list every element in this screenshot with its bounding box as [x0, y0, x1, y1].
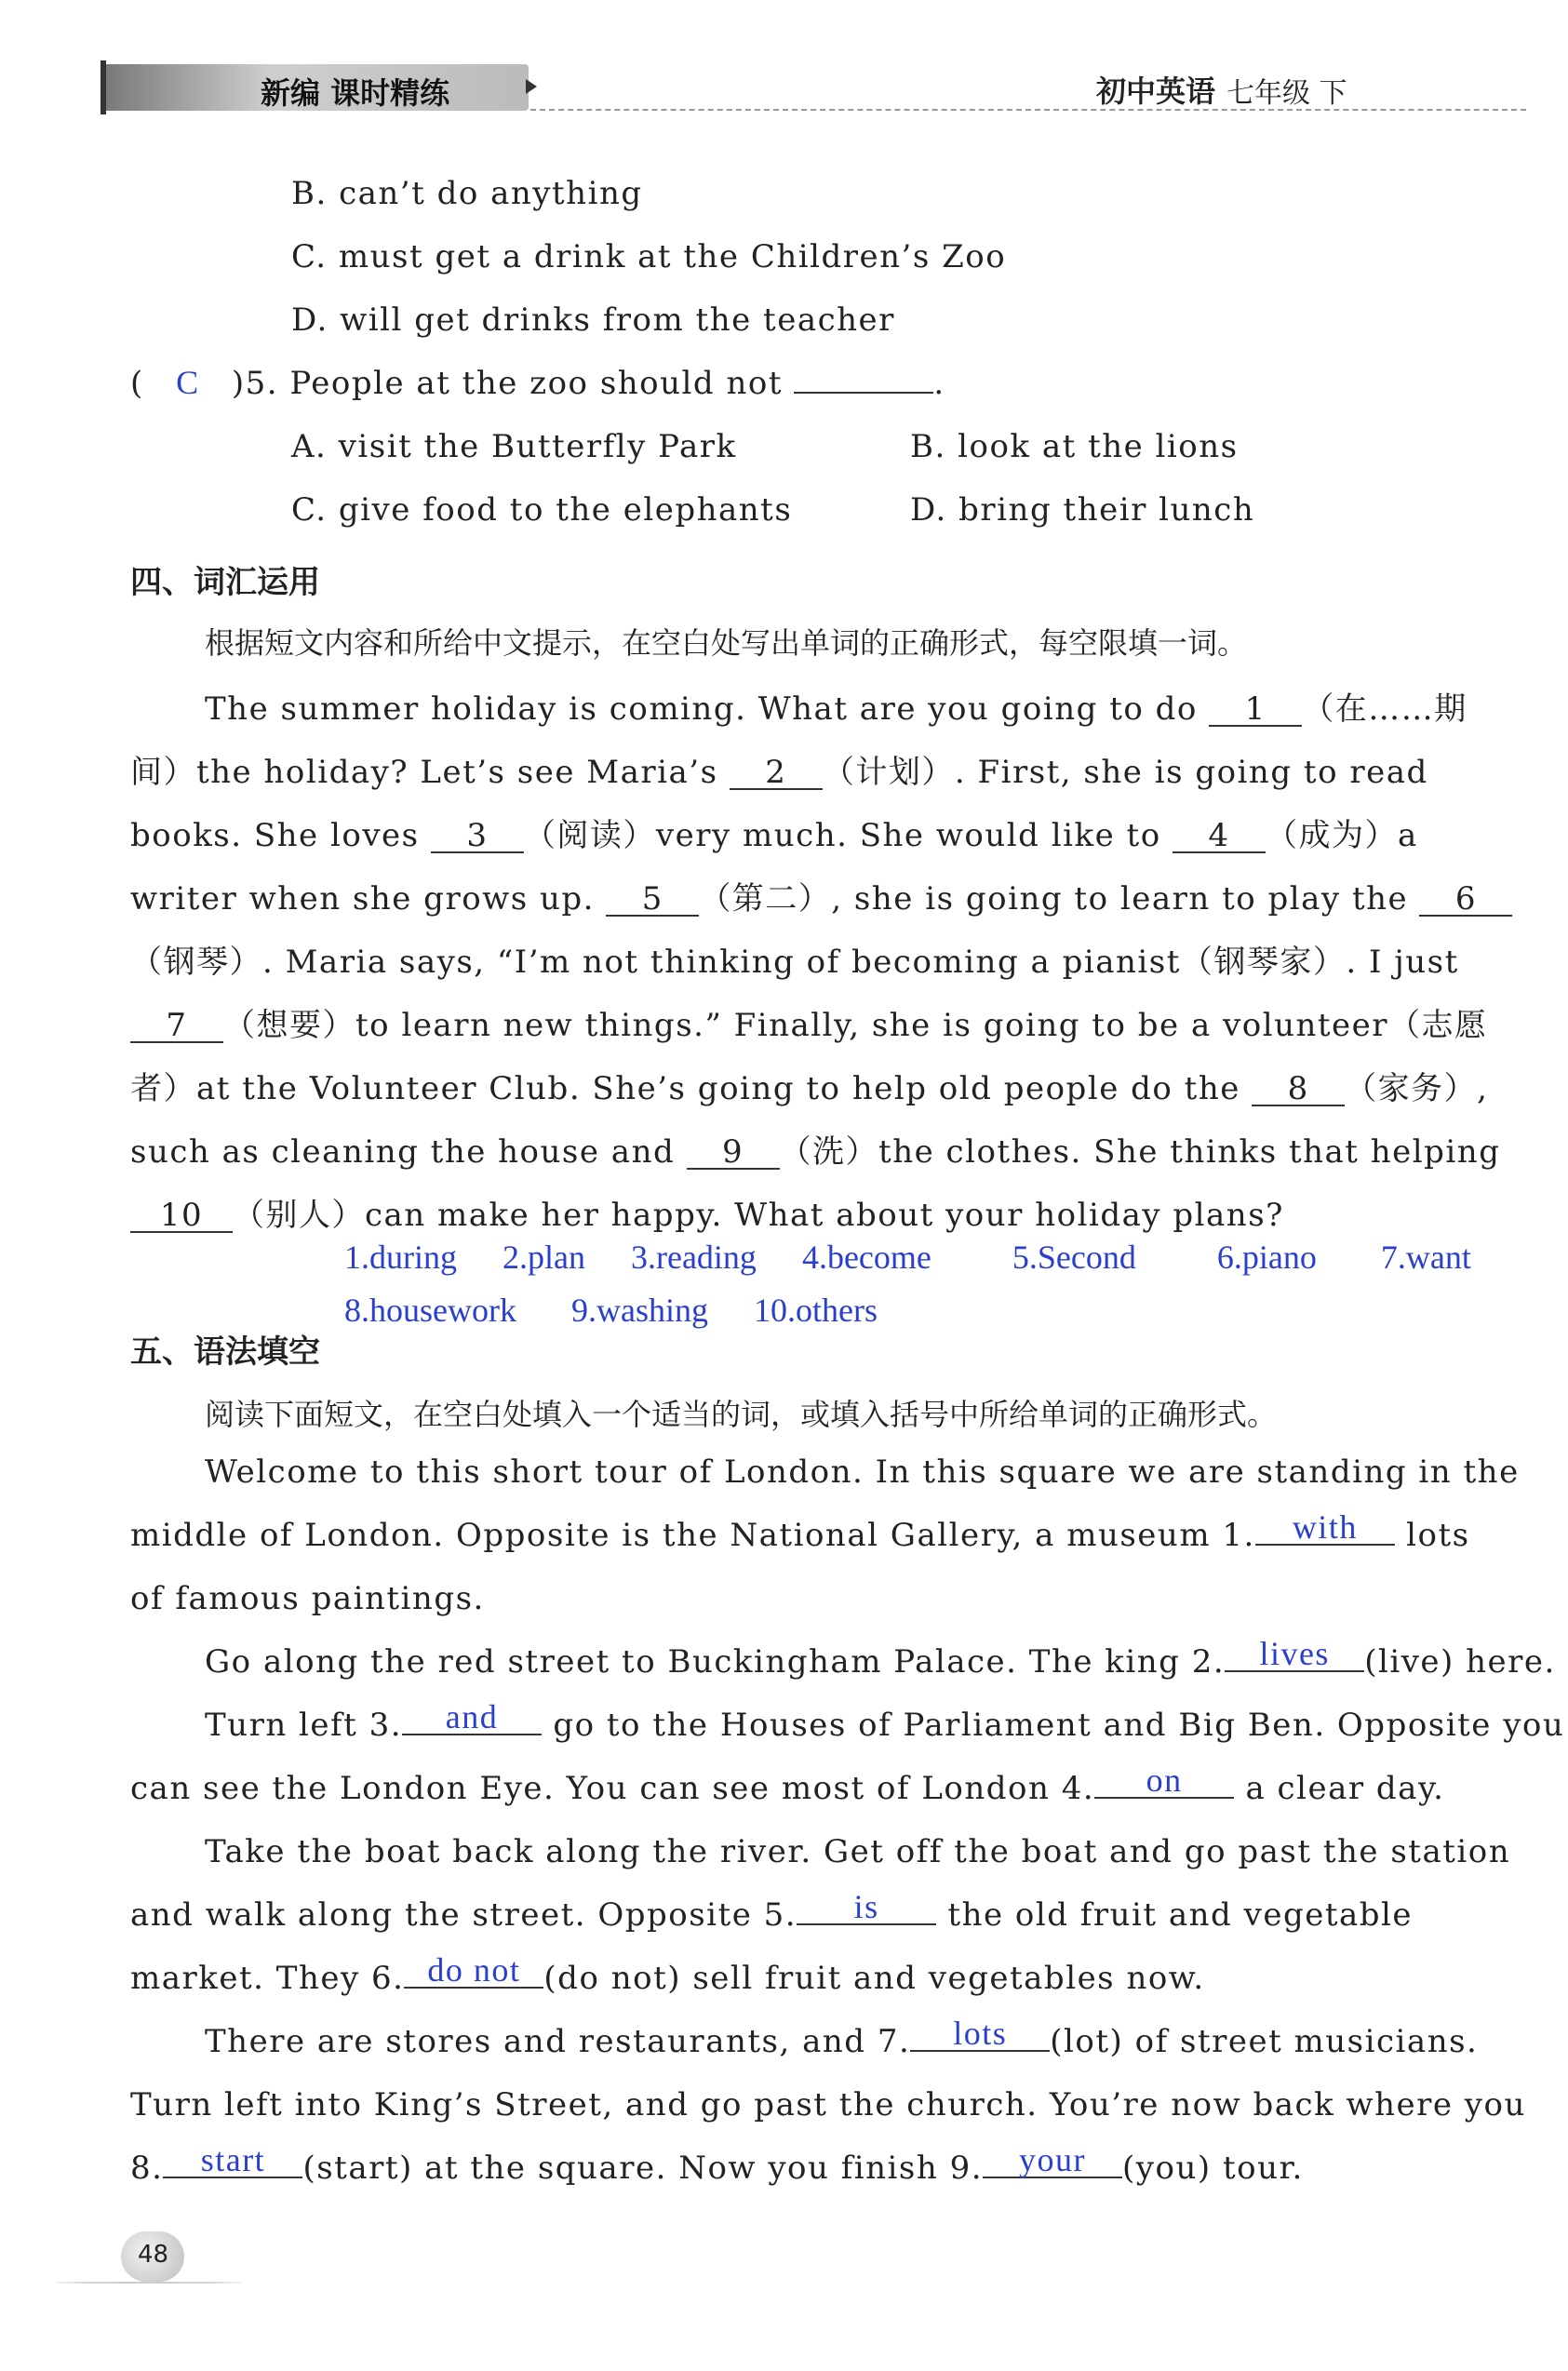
- section4-line-4: writer when she grows up. 5 （第二）, she is going to learn to play the 6: [130, 873, 1512, 918]
- section4-line-8: such as cleaning the house and 9 （洗）the clothes. She thinks that helping: [130, 1133, 1501, 1171]
- header-bar-edge: [101, 60, 106, 114]
- section5-title: 五、语法填空: [130, 1333, 320, 1371]
- blank-3: 3: [431, 820, 524, 853]
- answers-row-1: 1.during 2.plan 3.reading 4.become 5.Second 6.piano 7.want: [344, 1239, 1471, 1276]
- header-arrow-icon: [526, 79, 537, 94]
- section4-line-7: 者）at the Volunteer Club. She’s going to help old people do the 8 （家务）,: [130, 1070, 1489, 1107]
- blank-1: 1: [1209, 693, 1302, 727]
- blank-7: 7: [130, 1010, 223, 1043]
- q5-option-a: A. visit the Butterfly Park: [291, 428, 737, 465]
- header-grade: 七年级 下: [1226, 77, 1347, 110]
- s5-line-10: There are stores and restaurants, and 7. lots (lot) of street musicians.: [205, 2015, 1479, 2060]
- q4-option-d: D. will get drinks from the teacher: [291, 301, 895, 339]
- section4-line-5: （钢琴）. Maria says, “I’m not thinking of becoming a pianist（钢琴家）. I just: [130, 944, 1459, 981]
- s5-blank-6: do not: [404, 1953, 543, 1989]
- q5-option-b: B. look at the lions: [910, 428, 1239, 465]
- page-header: [93, 51, 1526, 126]
- s5-line-4: Go along the red street to Buckingham Palace. The king 2. lives (live) here.: [205, 1635, 1556, 1681]
- s5-blank-5: is: [797, 1890, 936, 1925]
- q5-paren: (: [130, 365, 144, 402]
- header-brand: 新编 课时精练: [261, 75, 450, 111]
- s5-blank-8: start: [163, 2143, 302, 2178]
- header-subject: 初中英语: [1096, 74, 1216, 109]
- answers-row-2: 8.housework 9.washing 10.others: [344, 1292, 878, 1329]
- q5-option-d: D. bring their lunch: [910, 491, 1255, 529]
- section4-title: 四、词汇运用: [130, 564, 320, 601]
- q4-option-c: C. must get a drink at the Children’s Zoo: [291, 238, 1007, 275]
- blank-6: 6: [1419, 883, 1512, 917]
- section4-line-3: books. She loves 3 （阅读）very much. She would like to 4 （成为）a: [130, 817, 1418, 854]
- section4-line-9: 10 （别人）can make her happy. What about your holiday plans?: [130, 1189, 1284, 1235]
- s5-blank-4: on: [1094, 1763, 1234, 1799]
- s5-line-1: Welcome to this short tour of London. In this square we are standing in the: [205, 1453, 1520, 1491]
- blank-9: 9: [687, 1136, 780, 1170]
- s5-line-8: and walk along the street. Opposite 5. is the old fruit and vegetable: [130, 1888, 1414, 1934]
- s5-line-6: can see the London Eye. You can see most of London 4. on a clear day.: [130, 1762, 1445, 1807]
- s5-blank-2: lives: [1225, 1637, 1364, 1672]
- blank-4: 4: [1173, 820, 1266, 853]
- s5-line-12: 8. start (start) at the square. Now you finish 9. your (you) tour.: [130, 2141, 1304, 2187]
- blank-5: 5: [606, 883, 699, 917]
- q5-stem: [130, 363, 945, 402]
- s5-blank-3: and: [402, 1700, 542, 1735]
- s5-blank-9: your: [983, 2143, 1122, 2178]
- q4-option-b: B. can’t do anything: [291, 175, 643, 212]
- section4-line-2: 间）the holiday? Let’s see Maria’s 2 （计划）. First, she is going to read: [130, 754, 1428, 791]
- s5-line-7: Take the boat back along the river. Get off the boat and go past the station: [205, 1833, 1511, 1870]
- s5-line-11: Turn left into King’s Street, and go past the church. You’re now back where you: [130, 2086, 1526, 2123]
- q5-blank: [794, 392, 933, 394]
- q5-option-c: C. give food to the elephants: [291, 491, 793, 529]
- s5-line-3: of famous paintings.: [130, 1580, 485, 1617]
- blank-2: 2: [730, 757, 823, 790]
- page-number: 48: [138, 2241, 169, 2269]
- q5-question: )5. People at the zoo should not: [231, 365, 784, 402]
- section4-instruction: 根据短文内容和所给中文提示，在空白处写出单词的正确形式，每空限填一词。: [205, 625, 1248, 661]
- section5-instruction: 阅读下面短文，在空白处填入一个适当的词，或填入括号中所给单词的正确形式。: [205, 1397, 1278, 1432]
- s5-line-2: middle of London. Opposite is the National Gallery, a museum 1. with lots: [130, 1508, 1470, 1554]
- header-dotted-rule: [530, 109, 1526, 111]
- q5-answer: C: [176, 364, 200, 401]
- s5-blank-1: with: [1255, 1510, 1395, 1546]
- section4-line-1: The summer holiday is coming. What are you going to do 1 （在……期: [205, 690, 1467, 728]
- q5-end: .: [933, 365, 945, 402]
- blank-10: 10: [130, 1199, 233, 1233]
- footer-swoosh: [56, 2282, 242, 2284]
- s5-line-9: market. They 6. do not (do not) sell fruit and vegetables now.: [130, 1951, 1205, 1997]
- section4-line-6: 7 （想要）to learn new things.” Finally, she is going to be a volunteer（志愿: [130, 999, 1488, 1045]
- blank-8: 8: [1252, 1073, 1345, 1106]
- s5-blank-7: lots: [910, 2016, 1050, 2052]
- s5-line-5: Turn left 3. and go to the Houses of Parliament and Big Ben. Opposite you: [205, 1698, 1565, 1744]
